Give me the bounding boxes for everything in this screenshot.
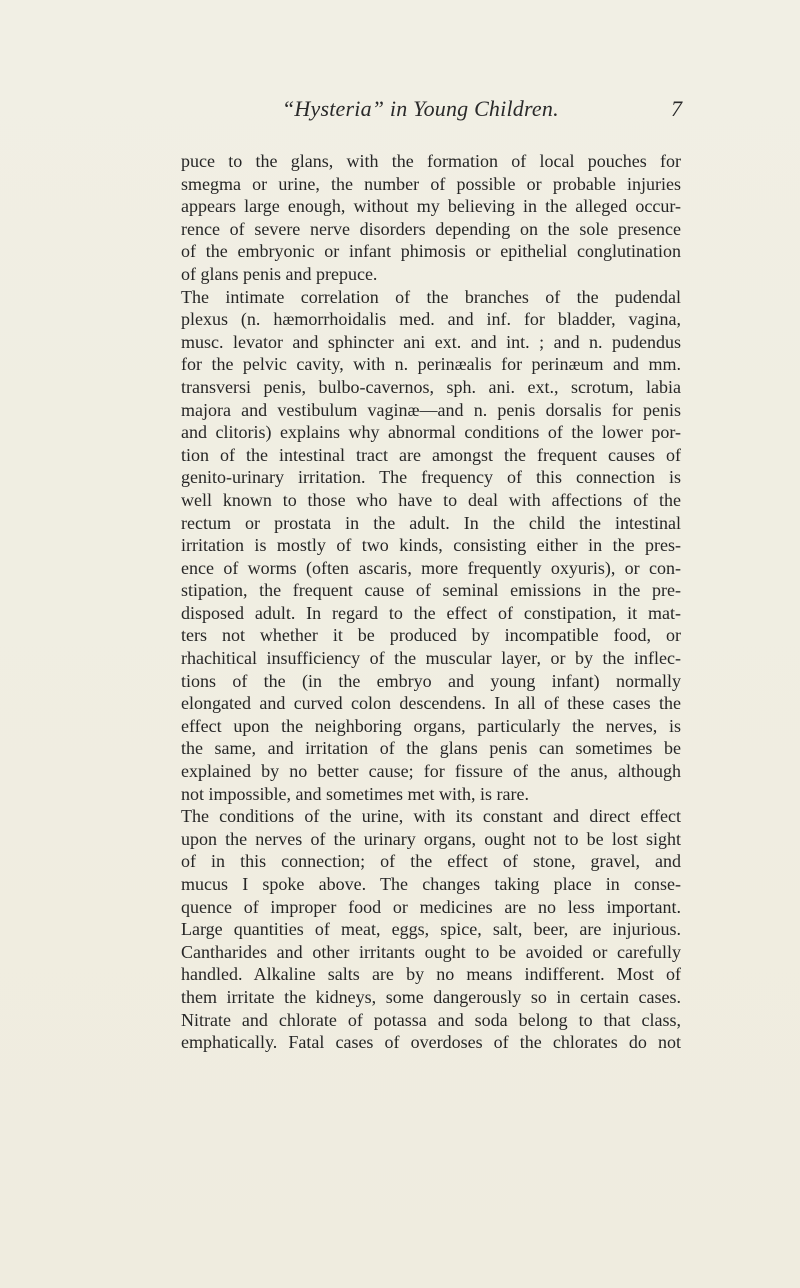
text-line: The intimate correlation of the branches of the pudendal: [181, 286, 681, 307]
text-line: ters not whether it be produced by incompatible food, or: [181, 625, 681, 646]
text-line: not impossible, and sometimes met with, is rare.: [181, 783, 529, 804]
running-title: “Hysteria” in Young Children.: [282, 96, 559, 121]
body-text: [181, 150, 681, 1054]
text-line: appears large enough, without my believing in the alleged occur-: [181, 196, 681, 217]
text-line: Large quantities of meat, eggs, spice, salt, beer, are injurious.: [181, 919, 681, 940]
text-line: Nitrate and chlorate of potassa and soda belong to that class,: [181, 1009, 681, 1030]
text-line: rhachitical insufficiency of the muscular layer, or by the inflec-: [181, 648, 681, 669]
text-line: elongated and curved colon descendens. In all of these cases the: [181, 693, 681, 714]
text-line: irritation is mostly of two kinds, consisting either in the pres-: [181, 535, 681, 556]
page-number: 7: [671, 96, 682, 121]
text-line: ence of worms (often ascaris, more frequently oxyuris), or con-: [181, 557, 681, 578]
text-line: the same, and irritation of the glans penis can sometimes be: [181, 738, 681, 759]
text-line: of glans penis and prepuce.: [181, 263, 378, 284]
text-line: smegma or urine, the number of possible or probable injuries: [181, 173, 681, 194]
text-line: tions of the (in the embryo and young infant) normally: [181, 670, 681, 691]
text-line: emphatically. Fatal cases of overdoses of the chlorates do not: [181, 1032, 681, 1053]
text-line: stipation, the frequent cause of seminal emissions in the pre-: [181, 580, 681, 601]
text-line: genito-urinary irritation. The frequency of this connection is: [181, 467, 681, 488]
text-line: Cantharides and other irritants ought to be avoided or carefully: [181, 941, 681, 962]
text-line: mucus I spoke above. The changes taking place in conse-: [181, 874, 681, 894]
text-line: majora and vestibulum vaginæ—and n. penis dorsalis for penis: [181, 399, 681, 420]
text-line: disposed adult. In regard to the effect of constipation, it mat-: [181, 602, 681, 623]
running-head: [180, 96, 682, 128]
text-line: transversi penis, bulbo-cavernos, sph. ani. ext., scrotum, labia: [181, 376, 681, 397]
text-line: them irritate the kidneys, some dangerously so in certain cases.: [181, 986, 681, 1007]
text-line: of in this connection; of the effect of stone, gravel, and: [181, 851, 681, 872]
text-line: musc. levator and sphincter ani ext. and int. ; and n. pudendus: [181, 331, 681, 352]
text-line: The conditions of the urine, with its constant and direct effect: [181, 806, 681, 827]
text-line: plexus (n. hæmorrhoidalis med. and inf. for bladder, vagina,: [181, 309, 681, 330]
text-line: of the embryonic or infant phimosis or epithelial conglutination: [181, 241, 681, 262]
text-line: handled. Alkaline salts are by no means indifferent. Most of: [181, 964, 681, 985]
text-line: rence of severe nerve disorders depending on the sole presence: [181, 218, 681, 239]
text-line: upon the nerves of the urinary organs, ought not to be lost sight: [181, 828, 681, 849]
text-line: rectum or prostata in the adult. In the child the intestinal: [181, 512, 681, 533]
text-line: effect upon the neighboring organs, particularly the nerves, is: [181, 715, 681, 736]
text-line: for the pelvic cavity, with n. perinæalis for perinæum and mm.: [181, 354, 681, 375]
text-line: explained by no better cause; for fissure of the anus, although: [181, 761, 681, 782]
text-line: and clitoris) explains why abnormal conditions of the lower por-: [181, 422, 681, 443]
text-line: puce to the glans, with the formation of local pouches for: [181, 151, 681, 171]
text-line: well known to those who have to deal with affections of the: [181, 489, 681, 510]
text-line: quence of improper food or medicines are no less important.: [181, 896, 681, 917]
text-line: tion of the intestinal tract are amongst the frequent causes of: [181, 444, 681, 465]
